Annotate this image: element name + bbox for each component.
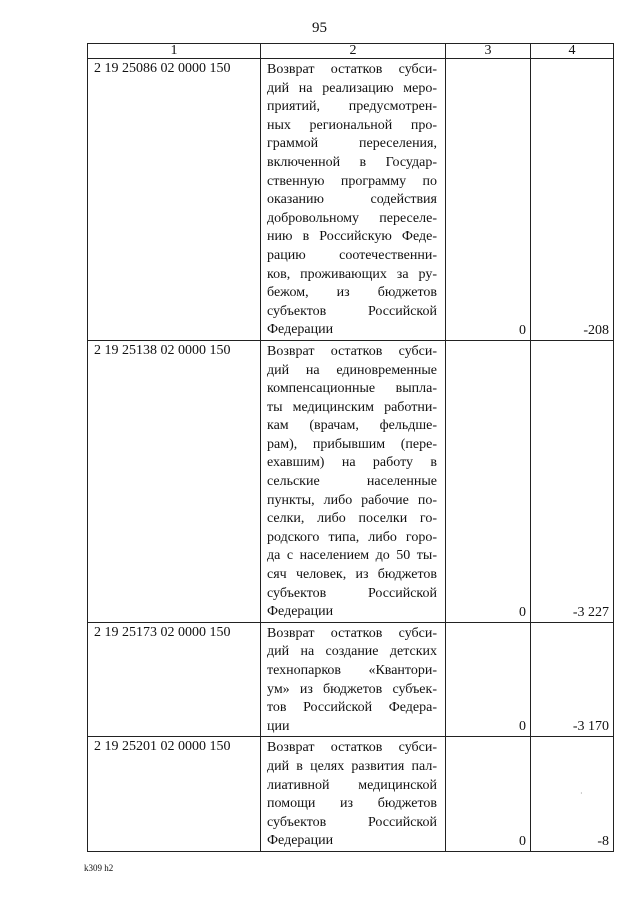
footer-code: k309 h2	[84, 863, 114, 873]
column-4-value: -3 227	[531, 340, 614, 622]
column-4-value: -8	[531, 737, 614, 852]
column-3-value: 0	[446, 59, 531, 341]
table-body	[88, 59, 614, 852]
description-line: Возврат остатков субси-	[267, 62, 437, 77]
description-line: Федерации	[267, 833, 334, 849]
page-number: 95	[312, 20, 327, 36]
column-3-value: 0	[446, 622, 531, 737]
revenue-code: 2 19 25201 02 0000 150	[88, 737, 261, 852]
revenue-description	[261, 622, 446, 737]
revenue-code: 2 19 25173 02 0000 150	[88, 622, 261, 737]
description-line: Возврат остатков субси-	[267, 343, 437, 359]
table-row	[88, 340, 614, 622]
description-line: нию в Российскую Феде-	[267, 229, 437, 245]
column-header-3: 3	[446, 44, 531, 59]
description-line: родского типа, либо горо-	[267, 529, 437, 545]
description-line: Федерации	[267, 322, 334, 338]
revenue-description	[261, 340, 446, 622]
description-line: ум» из бюджетов субъек-	[267, 681, 437, 697]
description-line: селки, либо поселки го-	[267, 511, 437, 527]
description-line: Возврат остатков субси-	[267, 740, 437, 756]
description-line: приятий, предусмотрен-	[267, 99, 437, 115]
description-line: сельские населенные	[267, 474, 437, 490]
description-line: ков, проживающих за ру-	[267, 266, 437, 282]
description-line: рацию соотечественни-	[267, 247, 437, 263]
revenue-code: 2 19 25086 02 0000 150	[88, 59, 261, 341]
description-line: ции	[267, 718, 290, 734]
description-line: оказанию содействия	[267, 192, 437, 208]
description-line: Федерации	[267, 604, 334, 620]
description-line: дий в целях развития пал-	[267, 758, 437, 774]
description-line: дий на создание детских	[267, 644, 437, 660]
description-line: включенной в Государ-	[267, 154, 437, 170]
description-line: Возврат остатков субси-	[267, 625, 437, 641]
description-line: дий на реализацию меро-	[267, 80, 437, 96]
budget-table	[87, 43, 614, 852]
description-line: рам), прибывшим (пере-	[267, 436, 437, 452]
description-line: добровольному переселе-	[267, 210, 437, 226]
revenue-description	[261, 59, 446, 341]
table-row	[88, 622, 614, 737]
description-line: субъектов Российской	[267, 303, 437, 319]
column-header-1: 1	[88, 44, 261, 59]
description-line: ехавшим) на работу в	[267, 455, 437, 471]
description-line: ты медицинским работни-	[267, 399, 437, 415]
description-line: субъектов Российской	[267, 585, 437, 601]
description-line: дий на единовременные	[267, 362, 437, 378]
description-line: технопарков «Квантори-	[267, 663, 437, 678]
column-4-value: -3 170	[531, 622, 614, 737]
description-line: помощи из бюджетов	[267, 796, 437, 812]
column-header-4: 4	[531, 44, 614, 59]
description-line: кам (врачам, фельдше-	[267, 418, 437, 434]
description-line: граммой переселения,	[267, 136, 437, 152]
description-line: ственную программу по	[267, 173, 437, 189]
description-line: бежом, из бюджетов	[267, 285, 437, 301]
revenue-description	[261, 737, 446, 852]
table-row	[88, 737, 614, 852]
description-line: лиативной медицинской	[267, 777, 437, 793]
description-line: тов Российской Федера-	[267, 700, 437, 716]
scan-mark: ·	[580, 789, 583, 798]
column-header-2: 2	[261, 44, 446, 59]
description-line: компенсационные выпла-	[267, 381, 437, 397]
header-row	[88, 44, 614, 59]
description-line: сяч человек, из бюджетов	[267, 567, 437, 583]
description-line: пункты, либо рабочие по-	[267, 492, 437, 508]
column-4-value: -208	[531, 59, 614, 341]
description-line: ных региональной про-	[267, 117, 437, 133]
column-3-value: 0	[446, 737, 531, 852]
description-line: да с населением до 50 ты-	[267, 548, 437, 564]
revenue-code: 2 19 25138 02 0000 150	[88, 340, 261, 622]
column-3-value: 0	[446, 340, 531, 622]
description-line: субъектов Российской	[267, 814, 437, 830]
table-row	[88, 59, 614, 341]
